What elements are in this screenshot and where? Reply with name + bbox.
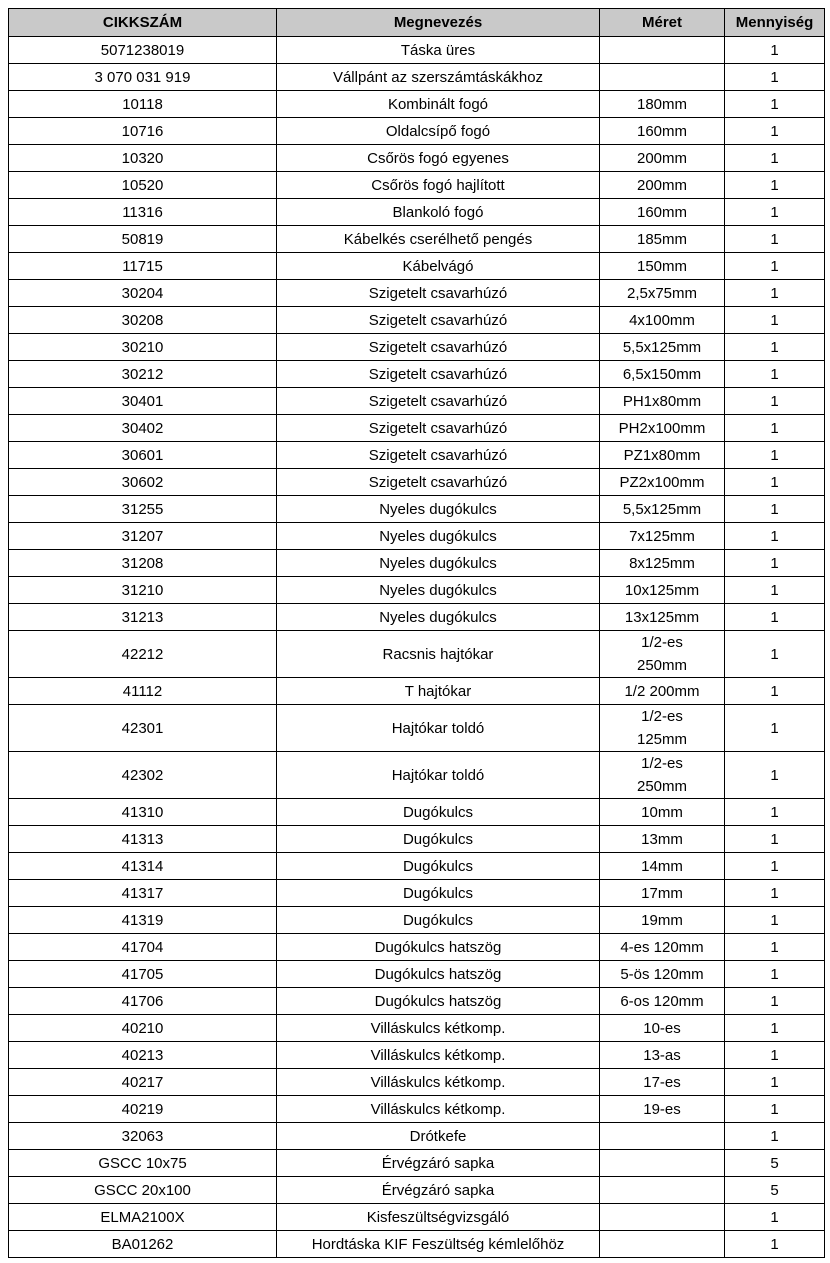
table-row	[9, 91, 825, 118]
table-row	[9, 705, 825, 752]
cell-cikkszam: 10320	[9, 145, 277, 172]
cell-cikkszam: 40219	[9, 1096, 277, 1123]
table-row	[9, 988, 825, 1015]
cell-mennyiseg: 1	[725, 934, 825, 961]
cell-mennyiseg: 1	[725, 361, 825, 388]
cell-mennyiseg: 1	[725, 752, 825, 799]
table-row	[9, 415, 825, 442]
cell-meret: 17mm	[600, 880, 725, 907]
table-row	[9, 880, 825, 907]
cell-megnevezes: Dugókulcs hatszög	[277, 934, 600, 961]
cell-mennyiseg: 1	[725, 253, 825, 280]
cell-cikkszam: 30210	[9, 334, 277, 361]
cell-meret: 5,5x125mm	[600, 496, 725, 523]
cell-megnevezes: Racsnis hajtókar	[277, 631, 600, 678]
cell-cikkszam: 41112	[9, 678, 277, 705]
table-row	[9, 826, 825, 853]
cell-mennyiseg: 1	[725, 1069, 825, 1096]
cell-mennyiseg: 1	[725, 1204, 825, 1231]
table-row	[9, 1096, 825, 1123]
cell-mennyiseg: 1	[725, 523, 825, 550]
table-row	[9, 442, 825, 469]
cell-mennyiseg: 1	[725, 199, 825, 226]
table-row	[9, 577, 825, 604]
table-row	[9, 1042, 825, 1069]
cell-mennyiseg: 1	[725, 1123, 825, 1150]
table-body	[9, 37, 825, 1258]
table-row	[9, 253, 825, 280]
cell-megnevezes: Nyeles dugókulcs	[277, 496, 600, 523]
cell-mennyiseg: 1	[725, 469, 825, 496]
cell-mennyiseg: 1	[725, 37, 825, 64]
table-row	[9, 1069, 825, 1096]
cell-megnevezes: Csőrös fogó hajlított	[277, 172, 600, 199]
cell-megnevezes: Villáskulcs kétkomp.	[277, 1069, 600, 1096]
cell-meret: 185mm	[600, 226, 725, 253]
cell-megnevezes: Szigetelt csavarhúzó	[277, 280, 600, 307]
cell-mennyiseg: 1	[725, 496, 825, 523]
cell-meret: 19mm	[600, 907, 725, 934]
cell-mennyiseg: 1	[725, 799, 825, 826]
cell-meret: 10-es	[600, 1015, 725, 1042]
cell-meret: 7x125mm	[600, 523, 725, 550]
cell-mennyiseg: 1	[725, 631, 825, 678]
cell-meret: PH2x100mm	[600, 415, 725, 442]
cell-meret: 200mm	[600, 172, 725, 199]
cell-cikkszam: 41705	[9, 961, 277, 988]
header-cikkszam: CIKKSZÁM	[9, 9, 277, 37]
cell-meret: 13-as	[600, 1042, 725, 1069]
cell-meret: 14mm	[600, 853, 725, 880]
cell-megnevezes: Villáskulcs kétkomp.	[277, 1015, 600, 1042]
cell-meret	[600, 1231, 725, 1258]
cell-megnevezes: Dugókulcs	[277, 826, 600, 853]
cell-cikkszam: 10118	[9, 91, 277, 118]
cell-meret	[600, 64, 725, 91]
table-row	[9, 1204, 825, 1231]
cell-meret: 4x100mm	[600, 307, 725, 334]
cell-mennyiseg: 1	[725, 853, 825, 880]
cell-mennyiseg: 1	[725, 604, 825, 631]
table-row	[9, 334, 825, 361]
cell-meret: 1/2-es 250mm	[600, 631, 725, 678]
cell-megnevezes: Szigetelt csavarhúzó	[277, 388, 600, 415]
cell-meret: 4-es 120mm	[600, 934, 725, 961]
cell-mennyiseg: 1	[725, 415, 825, 442]
table-row	[9, 550, 825, 577]
cell-meret: 5,5x125mm	[600, 334, 725, 361]
cell-cikkszam: 30212	[9, 361, 277, 388]
cell-megnevezes: Hordtáska KIF Feszültség kémlelőhöz	[277, 1231, 600, 1258]
cell-cikkszam: 30204	[9, 280, 277, 307]
table-row	[9, 145, 825, 172]
cell-mennyiseg: 1	[725, 64, 825, 91]
cell-mennyiseg: 1	[725, 988, 825, 1015]
cell-meret: 8x125mm	[600, 550, 725, 577]
cell-mennyiseg: 1	[725, 880, 825, 907]
cell-megnevezes: Dugókulcs	[277, 907, 600, 934]
cell-megnevezes: Nyeles dugókulcs	[277, 550, 600, 577]
cell-megnevezes: Szigetelt csavarhúzó	[277, 361, 600, 388]
table-row	[9, 1123, 825, 1150]
cell-megnevezes: Kábelvágó	[277, 253, 600, 280]
cell-megnevezes: Drótkefe	[277, 1123, 600, 1150]
header-row	[9, 9, 825, 37]
table-row	[9, 226, 825, 253]
table-row	[9, 469, 825, 496]
cell-mennyiseg: 1	[725, 961, 825, 988]
table-row	[9, 307, 825, 334]
table-row	[9, 853, 825, 880]
cell-megnevezes: Kisfeszültségvizsgáló	[277, 1204, 600, 1231]
cell-mennyiseg: 5	[725, 1177, 825, 1204]
cell-megnevezes: Szigetelt csavarhúzó	[277, 442, 600, 469]
table-row	[9, 388, 825, 415]
cell-mennyiseg: 1	[725, 1096, 825, 1123]
table-row	[9, 199, 825, 226]
table-row	[9, 1015, 825, 1042]
cell-mennyiseg: 1	[725, 334, 825, 361]
cell-megnevezes: Villáskulcs kétkomp.	[277, 1042, 600, 1069]
cell-meret: 150mm	[600, 253, 725, 280]
cell-meret	[600, 1123, 725, 1150]
cell-megnevezes: Érvégzáró sapka	[277, 1150, 600, 1177]
cell-megnevezes: Kábelkés cserélhető pengés	[277, 226, 600, 253]
cell-cikkszam: 40213	[9, 1042, 277, 1069]
cell-meret	[600, 1150, 725, 1177]
cell-cikkszam: 31208	[9, 550, 277, 577]
cell-mennyiseg: 1	[725, 442, 825, 469]
cell-meret: 200mm	[600, 145, 725, 172]
cell-cikkszam: 5071238019	[9, 37, 277, 64]
cell-megnevezes: Táska üres	[277, 37, 600, 64]
cell-cikkszam: 31213	[9, 604, 277, 631]
cell-cikkszam: 30602	[9, 469, 277, 496]
cell-meret: 1/2-es 125mm	[600, 705, 725, 752]
cell-mennyiseg: 1	[725, 388, 825, 415]
table-row	[9, 1177, 825, 1204]
cell-mennyiseg: 1	[725, 145, 825, 172]
cell-meret: 1/2-es 250mm	[600, 752, 725, 799]
cell-mennyiseg: 1	[725, 907, 825, 934]
cell-megnevezes: Oldalcsípő fogó	[277, 118, 600, 145]
cell-cikkszam: 41314	[9, 853, 277, 880]
table-row	[9, 523, 825, 550]
cell-cikkszam: BA01262	[9, 1231, 277, 1258]
cell-meret: 10x125mm	[600, 577, 725, 604]
cell-mennyiseg: 5	[725, 1150, 825, 1177]
cell-meret: PH1x80mm	[600, 388, 725, 415]
cell-meret: 5-ös 120mm	[600, 961, 725, 988]
cell-meret: 2,5x75mm	[600, 280, 725, 307]
cell-cikkszam: 30601	[9, 442, 277, 469]
cell-mennyiseg: 1	[725, 550, 825, 577]
cell-megnevezes: Dugókulcs hatszög	[277, 988, 600, 1015]
cell-mennyiseg: 1	[725, 1231, 825, 1258]
table-row	[9, 496, 825, 523]
cell-mennyiseg: 1	[725, 1015, 825, 1042]
cell-cikkszam: ELMA2100X	[9, 1204, 277, 1231]
cell-mennyiseg: 1	[725, 280, 825, 307]
cell-cikkszam: 31210	[9, 577, 277, 604]
cell-mennyiseg: 1	[725, 118, 825, 145]
cell-megnevezes: Nyeles dugókulcs	[277, 523, 600, 550]
header-megnevezes: Megnevezés	[277, 9, 600, 37]
cell-cikkszam: 42212	[9, 631, 277, 678]
cell-megnevezes: Szigetelt csavarhúzó	[277, 415, 600, 442]
cell-megnevezes: Nyeles dugókulcs	[277, 604, 600, 631]
cell-cikkszam: 41313	[9, 826, 277, 853]
cell-cikkszam: 10716	[9, 118, 277, 145]
cell-cikkszam: 31255	[9, 496, 277, 523]
cell-megnevezes: Dugókulcs	[277, 799, 600, 826]
cell-cikkszam: 40210	[9, 1015, 277, 1042]
cell-cikkszam: 41310	[9, 799, 277, 826]
cell-megnevezes: Szigetelt csavarhúzó	[277, 469, 600, 496]
cell-cikkszam: 50819	[9, 226, 277, 253]
cell-cikkszam: 42302	[9, 752, 277, 799]
cell-cikkszam: 10520	[9, 172, 277, 199]
cell-cikkszam: 32063	[9, 1123, 277, 1150]
cell-cikkszam: 40217	[9, 1069, 277, 1096]
cell-mennyiseg: 1	[725, 826, 825, 853]
cell-meret: 19-es	[600, 1096, 725, 1123]
table-row	[9, 1231, 825, 1258]
cell-cikkszam: 31207	[9, 523, 277, 550]
table-row	[9, 172, 825, 199]
cell-cikkszam: GSCC 20x100	[9, 1177, 277, 1204]
table-row	[9, 604, 825, 631]
table-row	[9, 361, 825, 388]
cell-megnevezes: Vállpánt az szerszámtáskákhoz	[277, 64, 600, 91]
cell-cikkszam: 41704	[9, 934, 277, 961]
cell-megnevezes: Dugókulcs	[277, 880, 600, 907]
cell-mennyiseg: 1	[725, 1042, 825, 1069]
cell-meret: 180mm	[600, 91, 725, 118]
table-header	[9, 9, 825, 37]
cell-meret: 13x125mm	[600, 604, 725, 631]
cell-cikkszam: 3 070 031 919	[9, 64, 277, 91]
table-row	[9, 64, 825, 91]
cell-mennyiseg: 1	[725, 226, 825, 253]
header-meret: Méret	[600, 9, 725, 37]
cell-megnevezes: Érvégzáró sapka	[277, 1177, 600, 1204]
cell-megnevezes: Hajtókar toldó	[277, 705, 600, 752]
cell-cikkszam: 42301	[9, 705, 277, 752]
cell-megnevezes: Csőrös fogó egyenes	[277, 145, 600, 172]
cell-cikkszam: 41706	[9, 988, 277, 1015]
inventory-table	[8, 8, 825, 1258]
cell-meret: 160mm	[600, 199, 725, 226]
table-row	[9, 752, 825, 799]
cell-mennyiseg: 1	[725, 705, 825, 752]
cell-megnevezes: Dugókulcs hatszög	[277, 961, 600, 988]
table-row	[9, 907, 825, 934]
cell-cikkszam: 11715	[9, 253, 277, 280]
cell-meret: 6-os 120mm	[600, 988, 725, 1015]
cell-megnevezes: Nyeles dugókulcs	[277, 577, 600, 604]
cell-mennyiseg: 1	[725, 678, 825, 705]
table-row	[9, 1150, 825, 1177]
cell-mennyiseg: 1	[725, 91, 825, 118]
cell-megnevezes: Dugókulcs	[277, 853, 600, 880]
cell-meret: 10mm	[600, 799, 725, 826]
cell-meret: PZ1x80mm	[600, 442, 725, 469]
table-row	[9, 37, 825, 64]
cell-cikkszam: 41317	[9, 880, 277, 907]
cell-mennyiseg: 1	[725, 577, 825, 604]
cell-meret	[600, 1177, 725, 1204]
cell-megnevezes: T hajtókar	[277, 678, 600, 705]
cell-cikkszam: 11316	[9, 199, 277, 226]
cell-mennyiseg: 1	[725, 172, 825, 199]
table-row	[9, 631, 825, 678]
cell-mennyiseg: 1	[725, 307, 825, 334]
cell-meret: 1/2 200mm	[600, 678, 725, 705]
table-row	[9, 799, 825, 826]
cell-cikkszam: 30208	[9, 307, 277, 334]
cell-meret	[600, 1204, 725, 1231]
cell-meret: 160mm	[600, 118, 725, 145]
cell-megnevezes: Szigetelt csavarhúzó	[277, 334, 600, 361]
table-row	[9, 961, 825, 988]
cell-megnevezes: Blankoló fogó	[277, 199, 600, 226]
cell-megnevezes: Kombinált fogó	[277, 91, 600, 118]
cell-megnevezes: Villáskulcs kétkomp.	[277, 1096, 600, 1123]
cell-cikkszam: GSCC 10x75	[9, 1150, 277, 1177]
cell-meret: 13mm	[600, 826, 725, 853]
cell-cikkszam: 30402	[9, 415, 277, 442]
table-row	[9, 678, 825, 705]
cell-meret: PZ2x100mm	[600, 469, 725, 496]
cell-meret: 6,5x150mm	[600, 361, 725, 388]
cell-meret: 17-es	[600, 1069, 725, 1096]
header-mennyiseg: Mennyiség	[725, 9, 825, 37]
table-row	[9, 118, 825, 145]
table-row	[9, 934, 825, 961]
cell-cikkszam: 41319	[9, 907, 277, 934]
table-row	[9, 280, 825, 307]
cell-cikkszam: 30401	[9, 388, 277, 415]
cell-meret	[600, 37, 725, 64]
cell-megnevezes: Szigetelt csavarhúzó	[277, 307, 600, 334]
cell-megnevezes: Hajtókar toldó	[277, 752, 600, 799]
